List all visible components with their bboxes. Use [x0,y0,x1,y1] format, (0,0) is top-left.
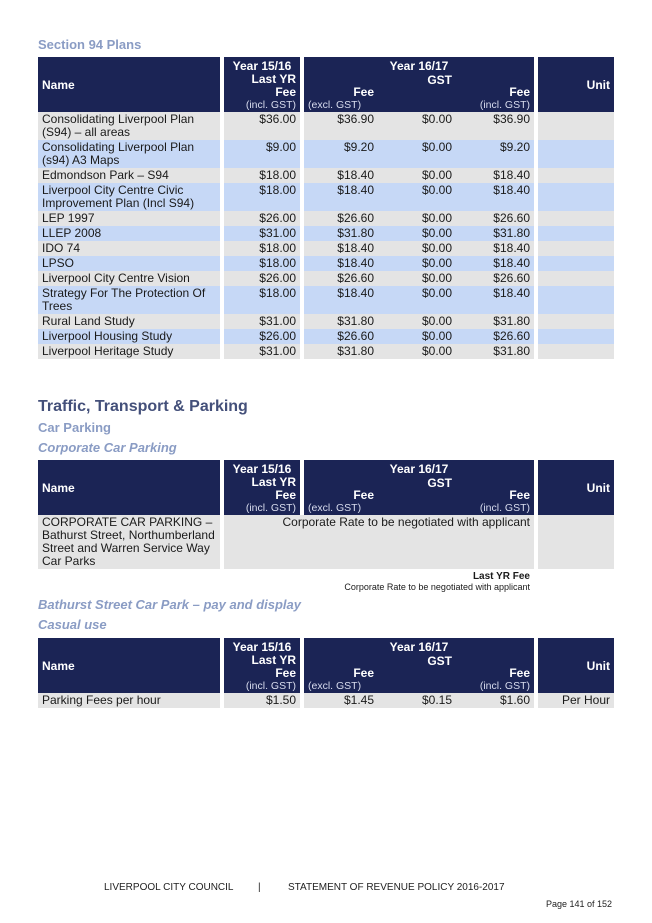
row-fee-incl: $9.20 [456,140,534,168]
row-name: Strategy For The Protection Of Trees [38,286,220,314]
casual-row-last: $1.50 [220,693,300,708]
row-last-yr-fee: $26.00 [220,271,300,286]
corporate-row-unit [534,515,614,569]
row-fee-excl: $26.60 [300,271,378,286]
row-unit [534,226,614,241]
row-gst: $0.00 [378,226,456,241]
row-fee-incl: $26.60 [456,211,534,226]
row-fee-incl: $31.80 [456,314,534,329]
col-header-name: Name [38,57,220,112]
table-row [38,226,614,241]
table-row [38,112,614,140]
bathurst-heading: Bathurst Street Car Park – pay and display [38,597,301,612]
table-row [38,271,614,286]
row-last-yr-fee: $9.00 [220,140,300,168]
row-fee-incl: $36.90 [456,112,534,140]
col-header-unit: Unit [534,638,614,693]
fee-incl-label: Fee [509,85,530,99]
row-last-yr-fee: $18.00 [220,286,300,314]
row-name: LEP 1997 [38,211,220,226]
table-row [38,183,614,211]
footer-council: LIVERPOOL CITY COUNCIL [104,882,234,893]
col-header-last-yr: Last YR Fee (incl. GST) [220,476,300,515]
table-row [38,241,614,256]
casual-use-table [38,638,614,708]
row-fee-incl: $18.40 [456,241,534,256]
footer-statement: STATEMENT OF REVENUE POLICY 2016-2017 [288,882,505,893]
row-unit [534,112,614,140]
row-gst: $0.00 [378,256,456,271]
casual-row-gst: $0.15 [378,693,456,708]
row-gst: $0.00 [378,344,456,359]
fee-label: Fee [353,85,374,99]
row-fee-incl: $18.40 [456,168,534,183]
row-name: Liverpool Housing Study [38,329,220,344]
row-unit [534,329,614,344]
col-header-last-yr: Last YR Fee (incl. GST) [220,654,300,693]
row-unit [534,183,614,211]
car-parking-heading: Car Parking [38,420,111,435]
row-last-yr-fee: $18.00 [220,168,300,183]
row-name: IDO 74 [38,241,220,256]
casual-row-fee: $1.45 [300,693,378,708]
table-row [38,140,614,168]
row-fee-excl: $18.40 [300,241,378,256]
excl-gst-label: (excl. GST) [308,99,362,111]
row-fee-excl: $18.40 [300,168,378,183]
casual-use-heading: Casual use [38,617,107,632]
col-header-name: Name [38,638,220,693]
row-gst: $0.00 [378,168,456,183]
row-fee-incl: $18.40 [456,286,534,314]
table-row [38,344,614,359]
table-row [38,693,614,708]
row-unit [534,168,614,183]
row-fee-excl: $9.20 [300,140,378,168]
table-row [38,256,614,271]
last-yr-note-label: Last YR Fee [472,571,530,582]
row-gst: $0.00 [378,286,456,314]
col-header-gst: GST [378,654,456,693]
row-name: Rural Land Study [38,314,220,329]
table-row [38,168,614,183]
footer-separator: | [258,882,261,893]
row-unit [534,271,614,286]
section94-table [38,57,614,359]
row-last-yr-fee: $31.00 [220,314,300,329]
col-header-unit: Unit [534,460,614,515]
col-header-fee-incl [456,73,534,112]
incl-gst-label-2: (incl. GST) [479,99,530,111]
row-name: Consolidating Liverpool Plan (S94) – all areas [38,112,220,140]
row-unit [534,256,614,271]
traffic-heading: Traffic, Transport & Parking [38,398,248,415]
table-row [38,211,614,226]
row-last-yr-fee: $31.00 [220,344,300,359]
table-header-row-top [38,57,614,73]
col-header-name: Name [38,460,220,515]
casual-row-unit: Per Hour [534,693,614,708]
corporate-car-parking-heading: Corporate Car Parking [38,440,177,455]
row-unit [534,241,614,256]
row-unit [534,314,614,329]
row-fee-excl: $18.40 [300,256,378,271]
row-fee-excl: $31.80 [300,344,378,359]
col-header-fee: Fee (excl. GST) [300,476,378,515]
row-last-yr-fee: $31.00 [220,226,300,241]
row-name: LLEP 2008 [38,226,220,241]
last-yr-note-text: Corporate Rate to be negotiated with applicant [344,582,530,592]
row-fee-excl: $26.60 [300,329,378,344]
col-header-year-prev: Year 15/16 [220,57,300,73]
row-fee-excl: $18.40 [300,183,378,211]
row-fee-excl: $18.40 [300,286,378,314]
casual-row-name: Parking Fees per hour [38,693,220,708]
last-yr-note-row [38,569,614,595]
row-fee-excl: $31.80 [300,226,378,241]
table-row [38,515,614,569]
row-name: Liverpool Heritage Study [38,344,220,359]
row-fee-incl: $31.80 [456,226,534,241]
row-name: Edmondson Park – S94 [38,168,220,183]
row-fee-incl: $26.60 [456,329,534,344]
col-header-fee-incl: Fee (incl. GST) [456,654,534,693]
row-fee-incl: $31.80 [456,344,534,359]
row-gst: $0.00 [378,211,456,226]
col-header-year-curr: Year 16/17 [300,638,534,654]
row-name: Consolidating Liverpool Plan (s94) A3 Maps [38,140,220,168]
row-name: LPSO [38,256,220,271]
row-unit [534,140,614,168]
table-row [38,329,614,344]
page-number: Page 141 of 152 [545,899,612,909]
col-header-fee [300,73,378,112]
row-name: Liverpool City Centre Civic Improvement Plan (Incl S94) [38,183,220,211]
last-yr-note [220,569,534,595]
casual-row-incl: $1.60 [456,693,534,708]
row-unit [534,211,614,226]
row-last-yr-fee: $26.00 [220,329,300,344]
row-last-yr-fee: $36.00 [220,112,300,140]
row-gst: $0.00 [378,140,456,168]
col-header-last-yr [220,73,300,112]
col-header-year-curr: Year 16/17 [300,57,534,73]
row-gst: $0.00 [378,329,456,344]
row-fee-incl: $18.40 [456,256,534,271]
section94-heading: Section 94 Plans [38,37,142,52]
row-gst: $0.00 [378,183,456,211]
row-gst: $0.00 [378,241,456,256]
row-fee-excl: $26.60 [300,211,378,226]
row-gst: $0.00 [378,112,456,140]
section94-table-body [38,112,614,359]
col-header-year-prev: Year 15/16 [220,460,300,476]
last-yr-label: Last YR Fee [251,72,296,99]
col-header-unit: Unit [534,57,614,112]
row-last-yr-fee: $18.00 [220,241,300,256]
row-name: Liverpool City Centre Vision [38,271,220,286]
row-gst: $0.00 [378,314,456,329]
row-last-yr-fee: $26.00 [220,211,300,226]
col-header-gst: GST [378,476,456,515]
col-header-year-prev: Year 15/16 [220,638,300,654]
col-header-fee-incl: Fee (incl. GST) [456,476,534,515]
row-fee-excl: $36.90 [300,112,378,140]
table-row [38,286,614,314]
row-fee-incl: $26.60 [456,271,534,286]
corporate-parking-table [38,460,614,595]
row-fee-excl: $31.80 [300,314,378,329]
row-unit [534,286,614,314]
col-header-year-curr: Year 16/17 [300,460,534,476]
incl-gst-label: (incl. GST) [245,99,296,111]
corporate-row-name: CORPORATE CAR PARKING – Bathurst Street, Northumberland Street and Warren Service Way Car Parks [38,515,220,569]
row-last-yr-fee: $18.00 [220,256,300,271]
col-header-gst: GST [378,73,456,112]
row-unit [534,344,614,359]
row-gst: $0.00 [378,271,456,286]
table-row [38,314,614,329]
row-last-yr-fee: $18.00 [220,183,300,211]
row-fee-incl: $18.40 [456,183,534,211]
corporate-row-note: Corporate Rate to be negotiated with applicant [220,515,534,569]
col-header-fee: Fee (excl. GST) [300,654,378,693]
